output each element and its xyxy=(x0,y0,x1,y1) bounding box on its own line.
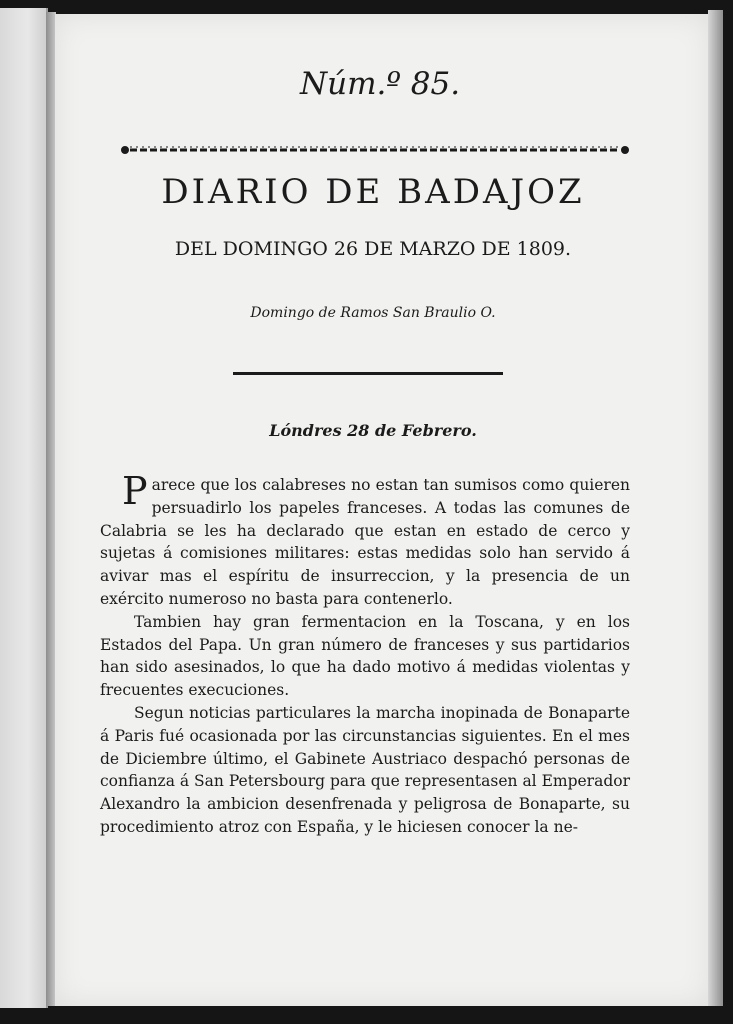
article-paragraph xyxy=(100,469,630,611)
masthead-title: DIARIO DE BADAJOZ xyxy=(161,172,585,212)
ornamental-rule xyxy=(120,140,630,160)
page-stack-edge xyxy=(708,10,723,1006)
article-body xyxy=(100,469,630,839)
issue-number: Núm.º 85. xyxy=(300,66,461,102)
paragraph-text: arece que los calabreses no estan tan sumisos como quieren persuadirlo los papeles franceses. A todas las comunes de Calabria se les ha declarado que estan en estado de cerco y sujetas á comisiones militares: estas medidas solo han servido á avivar mas el espíritu de insurreccion, y la presencia de un exército numeroso no basta para contenerlo. xyxy=(100,476,630,608)
drop-cap: P xyxy=(122,469,148,513)
article-paragraph: Segun noticias particulares la marcha inopinada de Bonaparte á Paris fué ocasionada por las circunstancias siguientes. En el mes de Diciembre último, el Gabinete Austriaco despachó personas de confianza á San Petersbourg para que representasen al Emperador Alexandro la ambicion desenfrenada y peligrosa de Bonaparte, su procedimiento atroz con España, y le hiciesen conocer la ne- xyxy=(100,703,630,836)
article-place-date: Lóndres 28 de Febrero. xyxy=(269,421,477,440)
facing-page-edge xyxy=(0,8,48,1008)
section-divider xyxy=(233,372,503,375)
issue-dateline: DEL DOMINGO 26 DE MARZO DE 1809. xyxy=(174,238,572,260)
article-paragraph: Tambien hay gran fermentacion en la Toscana, y en los Estados del Papa. Un gran número de franceses y sus partidarios han sido asesinados, lo que ha dado motivo á medidas violentas y frecuentes execuciones. xyxy=(100,612,630,700)
feast-day-line: Domingo de Ramos San Braulio O. xyxy=(250,305,496,321)
